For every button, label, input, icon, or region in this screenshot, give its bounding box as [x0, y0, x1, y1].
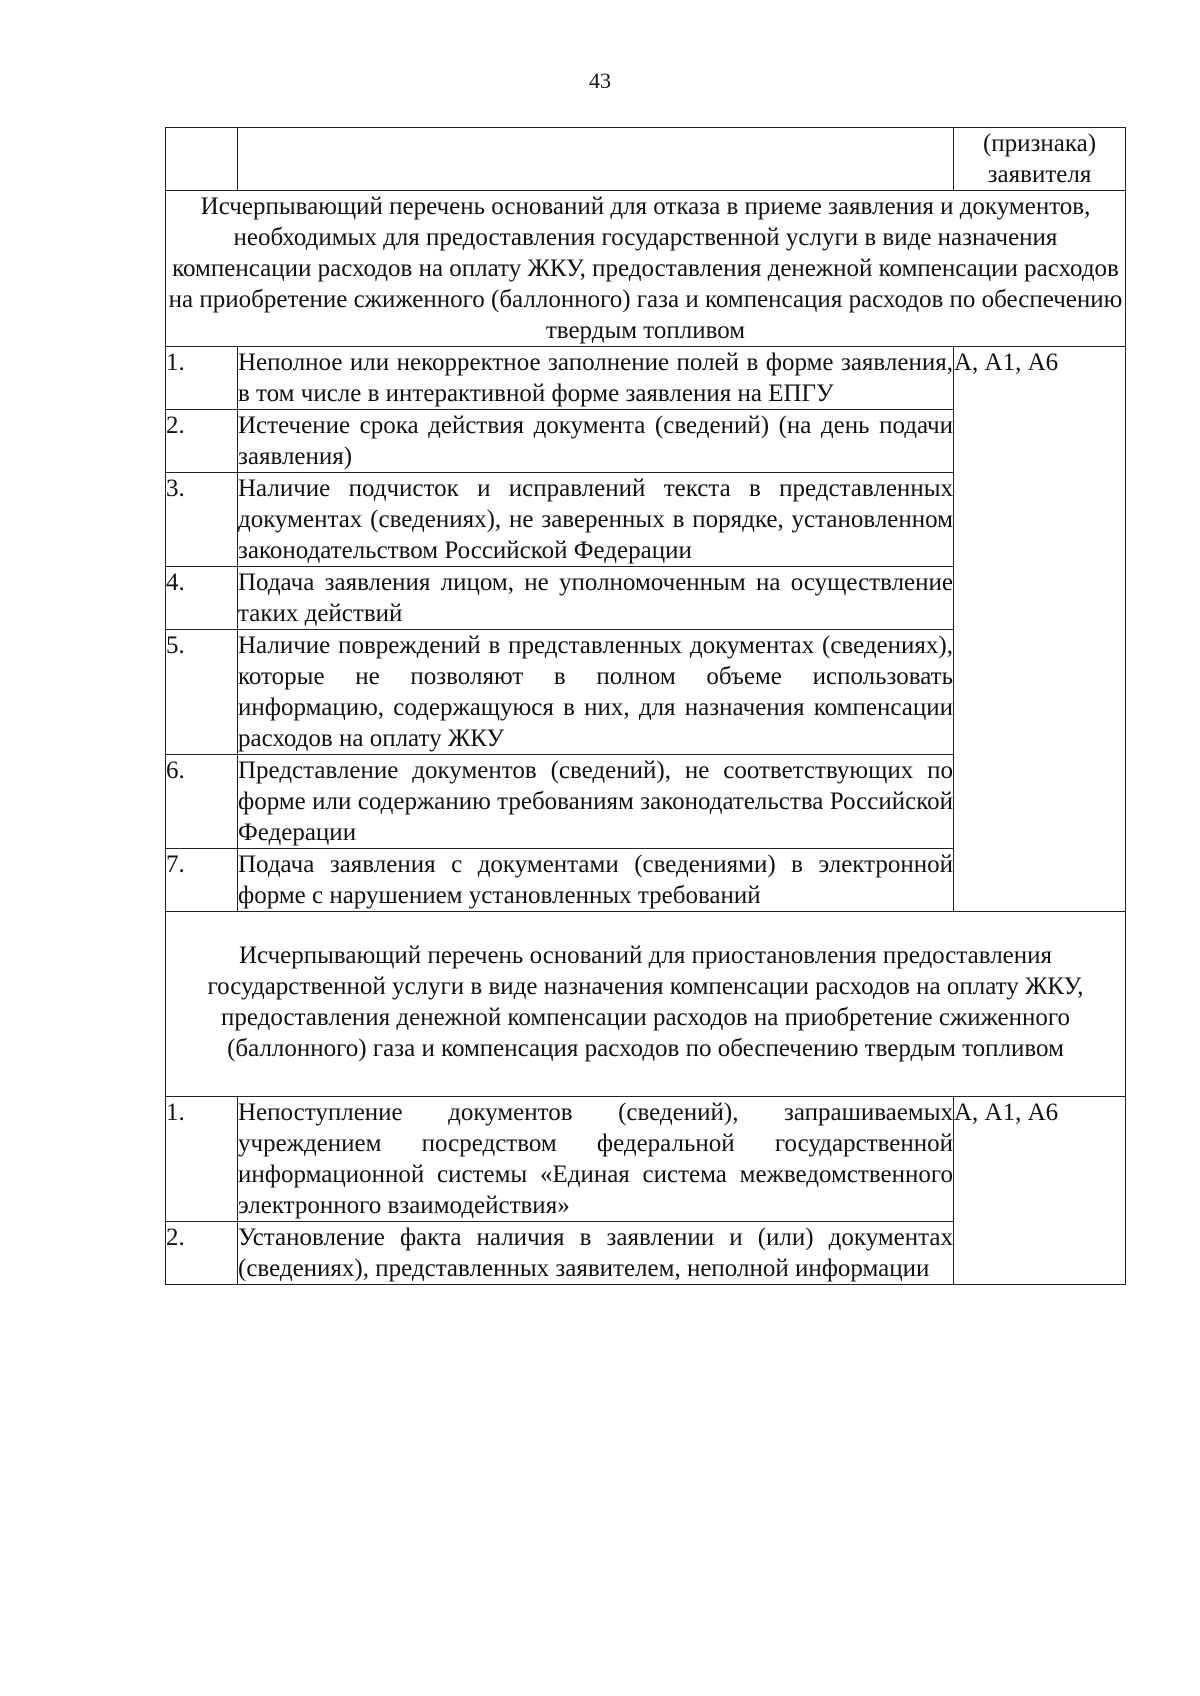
continuation-row [166, 128, 1126, 191]
section-2-title-text: Исчерпывающий перечень оснований для приостановления предоставления государственной услуги в виде назначения компенсации расходов на оплату ЖКУ, предоставления денежной компенсации расходов на приобретение сжиженного (баллонного) газа и компенсация расходов по обеспечению твердым топливом [207, 942, 1084, 1062]
row-text: Истечение срока действия документа (сведений) (на день подачи заявления) [238, 410, 954, 473]
applicant-codes: А, А1, А6 [954, 347, 1126, 912]
page-number: 43 [589, 68, 611, 93]
grounds-table [165, 127, 1126, 1285]
table-row [166, 347, 1126, 410]
continuation-num-cell [166, 128, 238, 191]
applicant-attribute-cell: (признака) заявителя [954, 128, 1126, 191]
row-text: Подача заявления с документами (сведениями) в электронной форме с нарушением установленных требований [238, 849, 954, 912]
row-text: Наличие подчисток и исправлений текста в представленных документах (сведениях), не заверенных в порядке, установленном законодательством Российской Федерации [238, 473, 954, 567]
section-heading-row [166, 912, 1126, 1097]
section-1-title-text: Исчерпывающий перечень оснований для отказа в приеме заявления и документов, необходимых для предоставления государственной услуги в виде назначения компенсации расходов на оплату ЖКУ, предоставления денежной компенсации расходов на приобретение сжиженного (баллонного) газа и компенсация расходов по обеспечению твердым топливом [168, 193, 1123, 344]
row-text: Установление факта наличия в заявлении и (или) документах (сведениях), представленных заявителем, неполной информации [238, 1222, 954, 1285]
row-text: Представление документов (сведений), не соответствующих по форме или содержанию требованиям законодательства Российской Федерации [238, 755, 954, 849]
row-text: Подача заявления лицом, не уполномоченным на осуществление таких действий [238, 567, 954, 630]
row-text: Неполное или некорректное заполнение полей в форме заявления, в том числе в интерактивной форме заявления на ЕПГУ [238, 347, 954, 410]
section-2-title [166, 912, 1126, 1097]
row-number: 1. [166, 1097, 238, 1222]
row-text: Наличие повреждений в представленных документах (сведениях), которые не позволяют в полном объеме использовать информацию, содержащуюся в них, для назначения компенсации расходов на оплату ЖКУ [238, 630, 954, 755]
row-number: 7. [166, 849, 238, 912]
section-heading-row [166, 191, 1126, 347]
section-1-title [166, 191, 1126, 347]
row-number: 3. [166, 473, 238, 567]
row-number: 2. [166, 410, 238, 473]
row-text: Непоступление документов (сведений), запрашиваемых учреждением посредством федеральной государственной информационной системы «Единая система межведомственного электронного взаимодействия» [238, 1097, 954, 1222]
table-row [166, 1097, 1126, 1222]
row-number: 4. [166, 567, 238, 630]
applicant-codes: А, А1, А6 [954, 1097, 1126, 1285]
row-number: 1. [166, 347, 238, 410]
continuation-text-cell [238, 128, 954, 191]
row-number: 6. [166, 755, 238, 849]
row-number: 2. [166, 1222, 238, 1285]
row-number: 5. [166, 630, 238, 755]
